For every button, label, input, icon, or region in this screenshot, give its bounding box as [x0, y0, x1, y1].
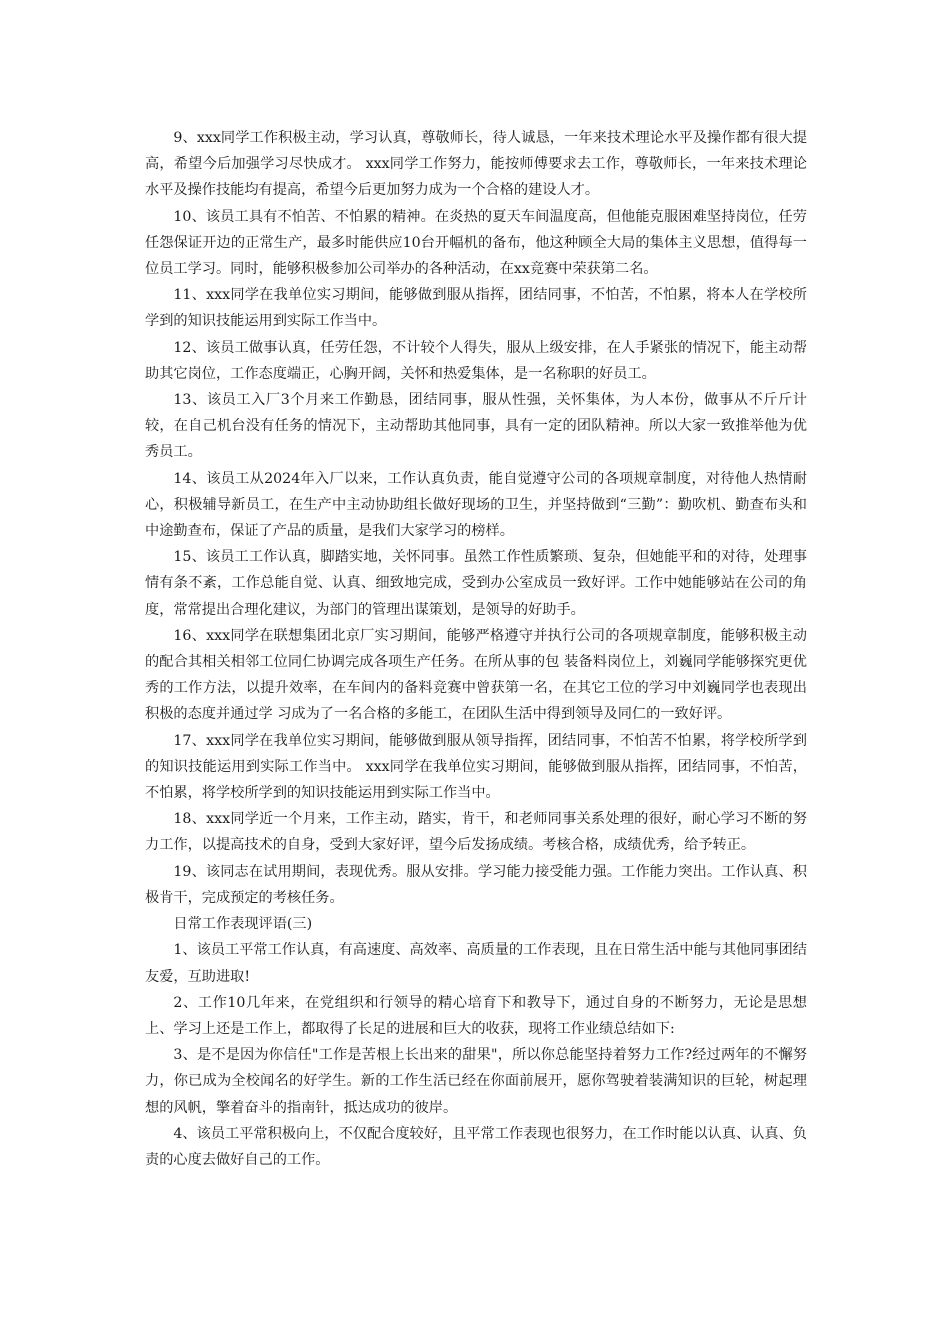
section-heading: 日常工作表现评语(三) [173, 916, 313, 933]
paragraph-item-10: 10、该员工具有不怕苦、不怕累的精神。在炎热的夏天车间温度高，但他能克服困难坚持岗位，任劳任怨保证开边的正常生产，最多时能供应10台开幅机的备布，他这种顾全大局的集体主义思想，值得每一位员工学习。同时，能够积极参加公司举办的各种活动，在xx竞赛中荣获第二名。 [145, 208, 807, 278]
paragraph-item-18: 18、xxx同学近一个月来，工作主动，踏实，肯干，和老师同事关系处理的很好，耐心学习不断的努力工作，以提高技术的自身，受到大家好评，望今后发扬成绩。考核合格，成绩优秀，给予转正。 [145, 811, 807, 854]
paragraph-item-11: 11、xxx同学在我单位实习期间，能够做到服从指挥，团结同事，不怕苦，不怕累，将本人在学校所学到的知识技能运用到实际工作当中。 [145, 287, 807, 330]
document-body [145, 125, 807, 1173]
paragraph-item-17: 17、xxx同学在我单位实习期间，能够做到服从领导指挥，团结同事，不怕苦不怕累，将学校所学到的知识技能运用到实际工作当中。 xxx同学在我单位实习期间，能够做到服从指挥，团结同事，不怕苦，不怕累，将学校所学到的知识技能运用到实际工作当中。 [145, 732, 807, 802]
paragraph-item-19: 19、该同志在试用期间，表现优秀。服从安排。学习能力接受能力强。工作能力突出。工作认真、积极肯干，完成预定的考核任务。 [145, 863, 807, 906]
paragraph-item-s3-3: 3、是不是因为你信任"工作是苦根上长出来的甜果"，所以你总能坚持着努力工作?经过两年的不懈努力，你已成为全校闻名的好学生。新的工作生活已经在你面前展开，愿你驾驶着装满知识的巨轮，树起理想的风帆，擎着奋斗的指南针，抵达成功的彼岸。 [145, 1047, 807, 1116]
paragraph-item-s3-2: 2、工作10几年来，在党组织和行领导的精心培育下和教导下，通过自身的不断努力，无论是思想上、学习上还是工作上，都取得了长足的进展和巨大的收获，现将工作业绩总结如下: [145, 994, 807, 1037]
paragraph-item-s3-4: 4、该员工平常积极向上，不仅配合度较好，且平常工作表现也很努力，在工作时能以认真、认真、负责的心度去做好自己的工作。 [145, 1125, 807, 1168]
paragraph-item-15: 15、该员工工作认真，脚踏实地，关怀同事。虽然工作性质繁琐、复杂，但她能平和的对待，处理事情有条不紊，工作总能自觉、认真、细致地完成，受到办公室成员一致好评。工作中她能够站在公司的角度，常常提出合理化建议，为部门的管理出谋策划，是领导的好助手。 [145, 549, 807, 618]
paragraph-item-14: 14、该员工从2024年入厂以来，工作认真负责，能自觉遵守公司的各项规章制度，对待他人热情耐心，积极辅导新员工，在生产中主动协助组长做好现场的卫生，并坚持做到“三勤”：勤吹机、勤查布头和中途勤查布，保证了产品的质量，是我们大家学习的榜样。 [145, 470, 807, 540]
paragraph-item-9: 9、xxx同学工作积极主动，学习认真，尊敬师长，待人诚恳，一年来技术理论水平及操作都有很大提高，希望今后加强学习尽快成才。 xxx同学工作努力，能按师傅要求去工作，尊敬师长，一年来技术理论水平及操作技能均有提高，希望今后更加努力成为一个合格的建设人才。 [145, 130, 807, 199]
paragraph-item-13: 13、该员工入厂3个月来工作勤恳，团结同事，服从性强，关怀集体，为人本份，做事从不斤斤计较，在自己机台没有任务的情况下，主动帮助其他同事，具有一定的团队精神。所以大家一致推举他为优秀员工。 [145, 392, 807, 461]
paragraph-item-16: 16、xxx同学在联想集团北京厂实习期间，能够严格遵守并执行公司的各项规章制度，能够积极主动的配合其相关相邻工位同仁协调完成各项生产任务。在所从事的包 装备料岗位上，刘巍同学能够探究更优秀的工作方法，以提升效率，在车间内的备料竞赛中曾获第一名，在其它工位的学习中刘巍同学也表现出积极的态度并通过学 习成为了一名合格的多能工，在团队生活中得到领导及同仁的一致好评。 [145, 627, 807, 723]
paragraph-item-12: 12、该员工做事认真，任劳任怨，不计较个人得失，服从上级安排，在人手紧张的情况下，能主动帮助其它岗位，工作态度端正，心胸开阔，关怀和热爱集体，是一名称职的好员工。 [145, 339, 807, 382]
paragraph-item-s3-1: 1、该员工平常工作认真，有高速度、高效率、高质量的工作表现，且在日常生活中能与其他同事团结友爱，互助进取! [145, 942, 807, 985]
